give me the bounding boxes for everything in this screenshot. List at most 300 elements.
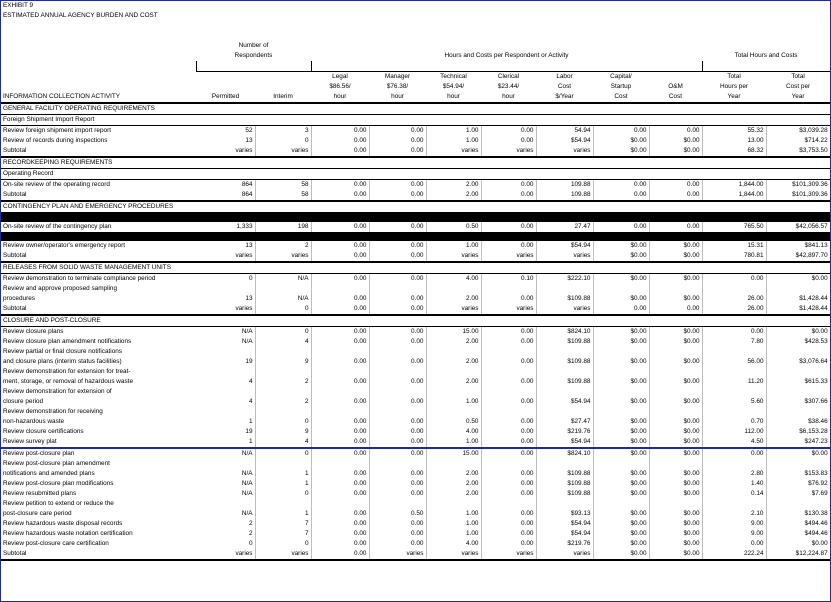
data-cell[interactable]: $0.00 <box>593 397 649 407</box>
data-cell[interactable]: 4 <box>196 397 255 407</box>
data-cell[interactable] <box>369 459 426 469</box>
data-cell[interactable]: varies <box>481 304 536 315</box>
data-cell[interactable]: 2.00 <box>426 469 481 479</box>
data-cell[interactable]: $109.88 <box>536 294 593 304</box>
activity-label[interactable]: Review post-closure plan amendment <box>3 460 110 467</box>
column-header[interactable]: O&M <box>668 83 683 90</box>
data-cell[interactable]: 15.31 <box>702 241 766 251</box>
data-cell[interactable]: 2 <box>255 241 311 251</box>
data-cell[interactable]: 0.00 <box>702 539 766 549</box>
data-cell[interactable] <box>766 347 830 357</box>
activity-label[interactable]: Review demonstration for receiving <box>3 408 103 415</box>
data-cell[interactable]: $0.00 <box>766 274 830 285</box>
data-cell[interactable] <box>311 347 369 357</box>
data-cell[interactable]: $76.92 <box>766 479 830 489</box>
data-cell[interactable]: 0.00 <box>311 126 369 137</box>
data-cell[interactable]: 109.88 <box>536 180 593 191</box>
data-cell[interactable]: 0.00 <box>481 180 536 191</box>
data-cell[interactable]: $0.00 <box>593 509 649 519</box>
data-cell[interactable]: $0.00 <box>593 357 649 367</box>
data-cell[interactable]: 0.00 <box>311 327 369 338</box>
data-cell[interactable]: 0 <box>255 304 311 315</box>
data-cell[interactable]: 2.00 <box>426 180 481 191</box>
data-cell[interactable]: 1,844.00 <box>702 190 766 201</box>
data-cell[interactable]: 0 <box>255 539 311 549</box>
data-cell[interactable]: 2.00 <box>426 479 481 489</box>
data-cell[interactable]: $0.00 <box>649 357 702 367</box>
data-cell[interactable] <box>481 347 536 357</box>
data-cell[interactable]: $222.10 <box>536 274 593 285</box>
data-cell[interactable]: $54.94 <box>536 136 593 146</box>
data-cell[interactable]: 0.00 <box>369 377 426 387</box>
data-cell[interactable]: $0.00 <box>649 377 702 387</box>
data-cell[interactable]: $0.00 <box>593 427 649 437</box>
data-cell[interactable]: 765.50 <box>702 222 766 232</box>
activity-label[interactable]: Review hazardous waste notation certification <box>3 530 133 537</box>
data-cell[interactable]: 2.10 <box>702 509 766 519</box>
data-cell[interactable] <box>311 407 369 417</box>
data-cell[interactable]: 0.00 <box>481 539 536 549</box>
data-cell[interactable]: $101,309.36 <box>766 190 830 201</box>
data-cell[interactable]: $3,753.50 <box>766 146 830 157</box>
data-cell[interactable]: 0.00 <box>311 479 369 489</box>
data-cell[interactable]: 0.00 <box>481 136 536 146</box>
data-cell[interactable] <box>426 284 481 294</box>
data-cell[interactable]: $0.00 <box>593 274 649 285</box>
data-cell[interactable]: 26.00 <box>702 294 766 304</box>
data-cell[interactable] <box>369 387 426 397</box>
data-cell[interactable]: $54.94 <box>536 241 593 251</box>
data-cell[interactable] <box>196 387 255 397</box>
data-cell[interactable]: $0.00 <box>649 417 702 427</box>
data-cell[interactable]: 0.00 <box>481 427 536 437</box>
data-cell[interactable]: $0.00 <box>649 549 702 560</box>
section-heading[interactable]: RECORDKEEPING REQUIREMENTS <box>1 157 830 169</box>
activity-label[interactable]: On-site review of the contingency plan <box>3 223 112 230</box>
blank-cell[interactable] <box>1 61 196 72</box>
data-cell[interactable] <box>649 387 702 397</box>
data-cell[interactable]: 0.00 <box>311 397 369 407</box>
data-cell[interactable]: 0 <box>196 274 255 285</box>
data-cell[interactable]: 0.00 <box>481 126 536 137</box>
data-cell[interactable]: $0.00 <box>593 136 649 146</box>
data-cell[interactable]: 0.00 <box>369 539 426 549</box>
data-cell[interactable]: 1.00 <box>426 126 481 137</box>
column-header[interactable]: Hours per <box>719 83 749 90</box>
data-cell[interactable] <box>311 367 369 377</box>
data-cell[interactable]: 58 <box>255 180 311 191</box>
data-cell[interactable]: 0.00 <box>369 222 426 232</box>
column-header[interactable]: Capital/ <box>610 73 632 80</box>
data-cell[interactable] <box>426 407 481 417</box>
data-cell[interactable]: 0.00 <box>311 437 369 448</box>
data-cell[interactable]: 0 <box>196 539 255 549</box>
data-cell[interactable]: 2 <box>255 377 311 387</box>
data-cell[interactable]: 0.00 <box>369 337 426 347</box>
data-cell[interactable] <box>255 387 311 397</box>
data-cell[interactable]: 9 <box>255 357 311 367</box>
data-cell[interactable]: 0 <box>255 489 311 499</box>
data-cell[interactable]: $42,897.70 <box>766 251 830 262</box>
data-cell[interactable]: $27.47 <box>536 417 593 427</box>
data-cell[interactable]: 4 <box>255 337 311 347</box>
data-cell[interactable]: 0.00 <box>702 274 766 285</box>
activity-label[interactable]: Review demonstration for extension of <box>3 388 112 395</box>
column-header[interactable]: Cost per <box>785 83 811 90</box>
data-cell[interactable] <box>702 387 766 397</box>
data-cell[interactable]: 0.00 <box>481 222 536 232</box>
data-cell[interactable] <box>649 459 702 469</box>
data-cell[interactable]: varies <box>255 251 311 262</box>
data-cell[interactable]: 109.88 <box>536 190 593 201</box>
activity-label[interactable]: Review survey plat <box>1 437 196 448</box>
data-cell[interactable]: $0.00 <box>649 327 702 338</box>
data-cell[interactable] <box>196 367 255 377</box>
activity-label[interactable]: Review closure plan amendment notifications <box>3 338 132 345</box>
data-cell[interactable]: 55.32 <box>702 126 766 137</box>
column-header[interactable]: $86.56/ <box>329 83 351 90</box>
data-cell[interactable]: 1 <box>255 479 311 489</box>
data-cell[interactable]: $0.00 <box>649 337 702 347</box>
data-cell[interactable]: 13 <box>196 294 255 304</box>
data-cell[interactable] <box>536 367 593 377</box>
data-cell[interactable]: $219.76 <box>536 539 593 549</box>
blank-row[interactable] <box>1 31 830 41</box>
data-cell[interactable]: 1.00 <box>426 397 481 407</box>
data-cell[interactable] <box>649 407 702 417</box>
hours-costs-group-header[interactable]: Hours and Costs per Respondent or Activity <box>444 52 569 59</box>
activity-label[interactable]: Review partial or final closure notifications <box>3 348 122 355</box>
data-cell[interactable]: 0.10 <box>481 274 536 285</box>
activity-label[interactable]: Review hazardous waste disposal records <box>3 520 123 527</box>
data-cell[interactable]: 13.00 <box>702 136 766 146</box>
data-cell[interactable]: 9.00 <box>702 529 766 539</box>
column-header[interactable] <box>196 82 255 92</box>
data-cell[interactable] <box>536 347 593 357</box>
data-cell[interactable]: 0.00 <box>593 190 649 201</box>
data-cell[interactable]: 9 <box>255 427 311 437</box>
data-cell[interactable]: 0.00 <box>481 241 536 251</box>
data-cell[interactable] <box>536 499 593 509</box>
data-cell[interactable] <box>593 387 649 397</box>
blank-cell[interactable] <box>1 82 196 92</box>
data-cell[interactable]: 2.00 <box>426 377 481 387</box>
data-cell[interactable]: $12,224.87 <box>766 549 830 560</box>
column-header[interactable]: Total <box>791 73 805 80</box>
data-cell[interactable]: $494.46 <box>766 529 830 539</box>
data-cell[interactable]: 2 <box>196 519 255 529</box>
data-cell[interactable]: $307.66 <box>766 397 830 407</box>
data-cell[interactable]: 0.00 <box>369 251 426 262</box>
column-header[interactable]: hour <box>311 92 369 103</box>
data-cell[interactable]: varies <box>481 251 536 262</box>
data-cell[interactable]: 2.00 <box>426 489 481 499</box>
data-cell[interactable]: varies <box>426 304 481 315</box>
data-cell[interactable] <box>766 387 830 397</box>
column-header[interactable]: Total <box>727 73 741 80</box>
data-cell[interactable]: $0.00 <box>593 529 649 539</box>
data-cell[interactable]: 13 <box>196 136 255 146</box>
data-cell[interactable]: 0.00 <box>649 304 702 315</box>
data-cell[interactable]: N/A <box>196 327 255 338</box>
first-column-header[interactable]: INFORMATION COLLECTION ACTIVITY <box>1 92 196 103</box>
data-cell[interactable]: $0.00 <box>593 377 649 387</box>
data-cell[interactable]: $3,039.28 <box>766 126 830 137</box>
blank-row[interactable] <box>1 21 830 31</box>
data-cell[interactable] <box>593 459 649 469</box>
data-cell[interactable]: $0.00 <box>649 437 702 448</box>
data-cell[interactable]: $109.88 <box>536 489 593 499</box>
data-cell[interactable] <box>766 367 830 377</box>
data-cell[interactable]: 0.00 <box>481 377 536 387</box>
data-cell[interactable]: $1,428.44 <box>766 294 830 304</box>
data-cell[interactable]: N/A <box>196 509 255 519</box>
data-cell[interactable]: 2.00 <box>426 294 481 304</box>
data-cell[interactable]: 0.00 <box>369 304 426 315</box>
data-cell[interactable]: N/A <box>196 489 255 499</box>
column-header[interactable]: Legal <box>332 73 348 80</box>
column-header[interactable]: Manager <box>384 73 411 80</box>
data-cell[interactable]: 1,333 <box>196 222 255 232</box>
exhibit-label[interactable]: EXHIBIT 9 <box>3 2 34 9</box>
column-header[interactable]: Year <box>766 92 830 103</box>
data-cell[interactable]: 0.00 <box>481 190 536 201</box>
data-cell[interactable] <box>255 459 311 469</box>
totals-group-header[interactable]: Total Hours and Costs <box>734 52 798 59</box>
data-cell[interactable]: varies <box>481 146 536 157</box>
data-cell[interactable] <box>702 459 766 469</box>
data-cell[interactable]: $428.53 <box>766 337 830 347</box>
data-cell[interactable]: $0.00 <box>593 251 649 262</box>
data-cell[interactable] <box>369 499 426 509</box>
data-cell[interactable]: 2 <box>255 397 311 407</box>
data-cell[interactable]: $0.00 <box>593 437 649 448</box>
data-cell[interactable]: $109.88 <box>536 377 593 387</box>
data-cell[interactable]: 1.00 <box>426 241 481 251</box>
data-cell[interactable]: 0.00 <box>481 509 536 519</box>
data-cell[interactable]: 0.00 <box>369 519 426 529</box>
data-cell[interactable] <box>369 407 426 417</box>
column-header[interactable]: $54.94/ <box>442 83 465 90</box>
data-cell[interactable] <box>481 387 536 397</box>
data-cell[interactable]: 68.32 <box>702 146 766 157</box>
data-cell[interactable] <box>369 367 426 377</box>
data-cell[interactable] <box>593 347 649 357</box>
data-cell[interactable] <box>196 347 255 357</box>
data-cell[interactable] <box>593 407 649 417</box>
data-cell[interactable]: 0.00 <box>369 146 426 157</box>
data-cell[interactable]: varies <box>426 549 481 560</box>
respondents-header-line1[interactable]: Number of <box>238 42 269 49</box>
data-cell[interactable] <box>766 284 830 294</box>
data-cell[interactable]: 1.40 <box>702 479 766 489</box>
data-cell[interactable] <box>593 367 649 377</box>
data-cell[interactable] <box>196 407 255 417</box>
data-cell[interactable]: N/A <box>196 337 255 347</box>
data-cell[interactable] <box>311 284 369 294</box>
activity-label[interactable]: ment, storage, or removal of hazardous waste <box>3 378 134 385</box>
data-cell[interactable] <box>426 499 481 509</box>
column-header[interactable] <box>255 72 311 83</box>
data-cell[interactable]: $0.00 <box>593 294 649 304</box>
data-cell[interactable] <box>311 499 369 509</box>
data-cell[interactable] <box>481 407 536 417</box>
data-cell[interactable]: 1,844.00 <box>702 180 766 191</box>
column-header[interactable]: $23.44/ <box>497 83 520 90</box>
data-cell[interactable]: $54.94 <box>536 397 593 407</box>
activity-label[interactable]: Review and approve proposed sampling <box>3 285 118 292</box>
data-cell[interactable] <box>255 407 311 417</box>
data-cell[interactable]: $0.00 <box>649 251 702 262</box>
column-header[interactable]: Permitted <box>196 92 255 103</box>
data-cell[interactable]: 0.00 <box>311 222 369 232</box>
data-cell[interactable]: 0.00 <box>369 327 426 338</box>
data-cell[interactable]: 1.00 <box>426 509 481 519</box>
data-cell[interactable]: $109.88 <box>536 337 593 347</box>
data-cell[interactable] <box>481 284 536 294</box>
data-cell[interactable]: $153.83 <box>766 469 830 479</box>
data-cell[interactable]: 0.00 <box>649 126 702 137</box>
data-cell[interactable]: $0.00 <box>649 274 702 285</box>
column-header[interactable]: Technical <box>440 73 467 80</box>
data-cell[interactable] <box>255 367 311 377</box>
data-cell[interactable]: $93.13 <box>536 509 593 519</box>
data-cell[interactable]: $109.88 <box>536 357 593 367</box>
data-cell[interactable] <box>702 499 766 509</box>
data-cell[interactable]: 0 <box>255 417 311 427</box>
data-cell[interactable]: 13 <box>196 241 255 251</box>
column-header[interactable]: Startup <box>610 83 632 90</box>
data-cell[interactable]: 0.00 <box>481 489 536 499</box>
subtotal-label[interactable]: Subtotal <box>1 251 196 262</box>
subtotal-label[interactable]: Subtotal <box>1 549 196 560</box>
data-cell[interactable]: $0.00 <box>766 448 830 459</box>
data-cell[interactable]: $219.76 <box>536 427 593 437</box>
data-cell[interactable]: $0.00 <box>593 469 649 479</box>
data-cell[interactable]: $6,153.28 <box>766 427 830 437</box>
data-cell[interactable]: 0.00 <box>369 469 426 479</box>
data-cell[interactable]: 0.00 <box>311 377 369 387</box>
data-cell[interactable]: 0.00 <box>369 357 426 367</box>
data-cell[interactable] <box>649 284 702 294</box>
data-cell[interactable]: 0.00 <box>311 146 369 157</box>
data-cell[interactable]: $0.00 <box>593 549 649 560</box>
data-cell[interactable] <box>702 407 766 417</box>
data-cell[interactable]: 0.00 <box>369 294 426 304</box>
data-cell[interactable]: 0.00 <box>369 437 426 448</box>
activity-label[interactable]: Review of records during inspections <box>3 137 108 144</box>
data-cell[interactable]: 52 <box>196 126 255 137</box>
data-cell[interactable]: $615.33 <box>766 377 830 387</box>
data-cell[interactable]: $0.00 <box>649 469 702 479</box>
activity-label[interactable]: Review owner/operator's emergency report <box>3 242 125 249</box>
data-cell[interactable]: $714.22 <box>766 136 830 146</box>
blank-cell[interactable] <box>1 72 196 83</box>
data-cell[interactable]: 0.00 <box>311 136 369 146</box>
data-cell[interactable]: $0.00 <box>766 539 830 549</box>
data-cell[interactable] <box>369 284 426 294</box>
data-cell[interactable]: 0.00 <box>311 509 369 519</box>
subsection-heading[interactable]: Operating Record <box>1 169 830 180</box>
data-cell[interactable] <box>196 499 255 509</box>
data-cell[interactable]: $0.00 <box>649 427 702 437</box>
data-cell[interactable]: $824.10 <box>536 448 593 459</box>
data-cell[interactable]: 0.00 <box>311 251 369 262</box>
data-cell[interactable]: $0.00 <box>649 519 702 529</box>
data-cell[interactable] <box>702 284 766 294</box>
activity-label[interactable]: Review post-closure plan <box>3 450 75 457</box>
activity-label[interactable]: Review post-closure care certification <box>3 540 109 547</box>
data-cell[interactable]: 0.00 <box>481 357 536 367</box>
data-cell[interactable]: 54.94 <box>536 126 593 137</box>
data-cell[interactable]: 0.00 <box>369 241 426 251</box>
data-cell[interactable]: 4 <box>255 437 311 448</box>
data-cell[interactable] <box>481 367 536 377</box>
data-cell[interactable]: 0.00 <box>369 489 426 499</box>
column-header[interactable]: Cost <box>593 92 649 103</box>
activity-label[interactable]: Review foreign shipment import report <box>3 127 111 134</box>
data-cell[interactable] <box>311 387 369 397</box>
data-cell[interactable]: 0.00 <box>369 448 426 459</box>
data-cell[interactable] <box>311 459 369 469</box>
data-cell[interactable]: 0.00 <box>702 448 766 459</box>
column-header[interactable]: hour <box>426 92 481 103</box>
column-header[interactable]: Labor <box>556 73 573 80</box>
data-cell[interactable]: 0.70 <box>702 417 766 427</box>
activity-label[interactable]: Review demonstration to terminate compliance period <box>3 275 156 282</box>
data-cell[interactable] <box>196 284 255 294</box>
data-cell[interactable]: $824.10 <box>536 327 593 338</box>
data-cell[interactable]: 0.00 <box>481 479 536 489</box>
data-cell[interactable]: 0.00 <box>481 417 536 427</box>
data-cell[interactable]: 26.00 <box>702 304 766 315</box>
data-cell[interactable] <box>481 459 536 469</box>
data-cell[interactable]: $3,076.64 <box>766 357 830 367</box>
data-cell[interactable]: 4.00 <box>426 274 481 285</box>
data-cell[interactable]: 0.00 <box>593 222 649 232</box>
data-cell[interactable]: 0.00 <box>311 539 369 549</box>
data-cell[interactable] <box>649 347 702 357</box>
data-cell[interactable]: 0.00 <box>311 190 369 201</box>
data-cell[interactable]: 1 <box>255 469 311 479</box>
activity-label[interactable]: non-hazardous waste <box>3 418 65 425</box>
data-cell[interactable] <box>649 499 702 509</box>
data-cell[interactable]: N/A <box>196 448 255 459</box>
data-cell[interactable]: $109.88 <box>536 469 593 479</box>
data-cell[interactable]: 5.60 <box>702 397 766 407</box>
section-heading[interactable]: CONTINGENCY PLAN AND EMERGENCY PROCEDURES <box>1 201 830 213</box>
data-cell[interactable]: 0 <box>255 448 311 459</box>
data-cell[interactable] <box>426 367 481 377</box>
data-cell[interactable]: varies <box>196 146 255 157</box>
data-cell[interactable]: 198 <box>255 222 311 232</box>
data-cell[interactable]: 0.00 <box>481 448 536 459</box>
data-cell[interactable]: $0.00 <box>593 337 649 347</box>
data-cell[interactable] <box>369 347 426 357</box>
data-cell[interactable] <box>196 459 255 469</box>
table-title[interactable]: ESTIMATED ANNUAL AGENCY BURDEN AND COST <box>3 12 158 19</box>
data-cell[interactable]: 0.00 <box>311 357 369 367</box>
data-cell[interactable]: 0.00 <box>481 397 536 407</box>
data-cell[interactable]: 3 <box>255 126 311 137</box>
data-cell[interactable]: 15.00 <box>426 448 481 459</box>
data-cell[interactable]: 0.00 <box>481 294 536 304</box>
column-header[interactable] <box>255 82 311 92</box>
subtotal-label[interactable]: Subtotal <box>1 146 196 157</box>
data-cell[interactable]: N/A <box>196 469 255 479</box>
data-cell[interactable]: N/A <box>255 294 311 304</box>
data-cell[interactable]: 27.47 <box>536 222 593 232</box>
